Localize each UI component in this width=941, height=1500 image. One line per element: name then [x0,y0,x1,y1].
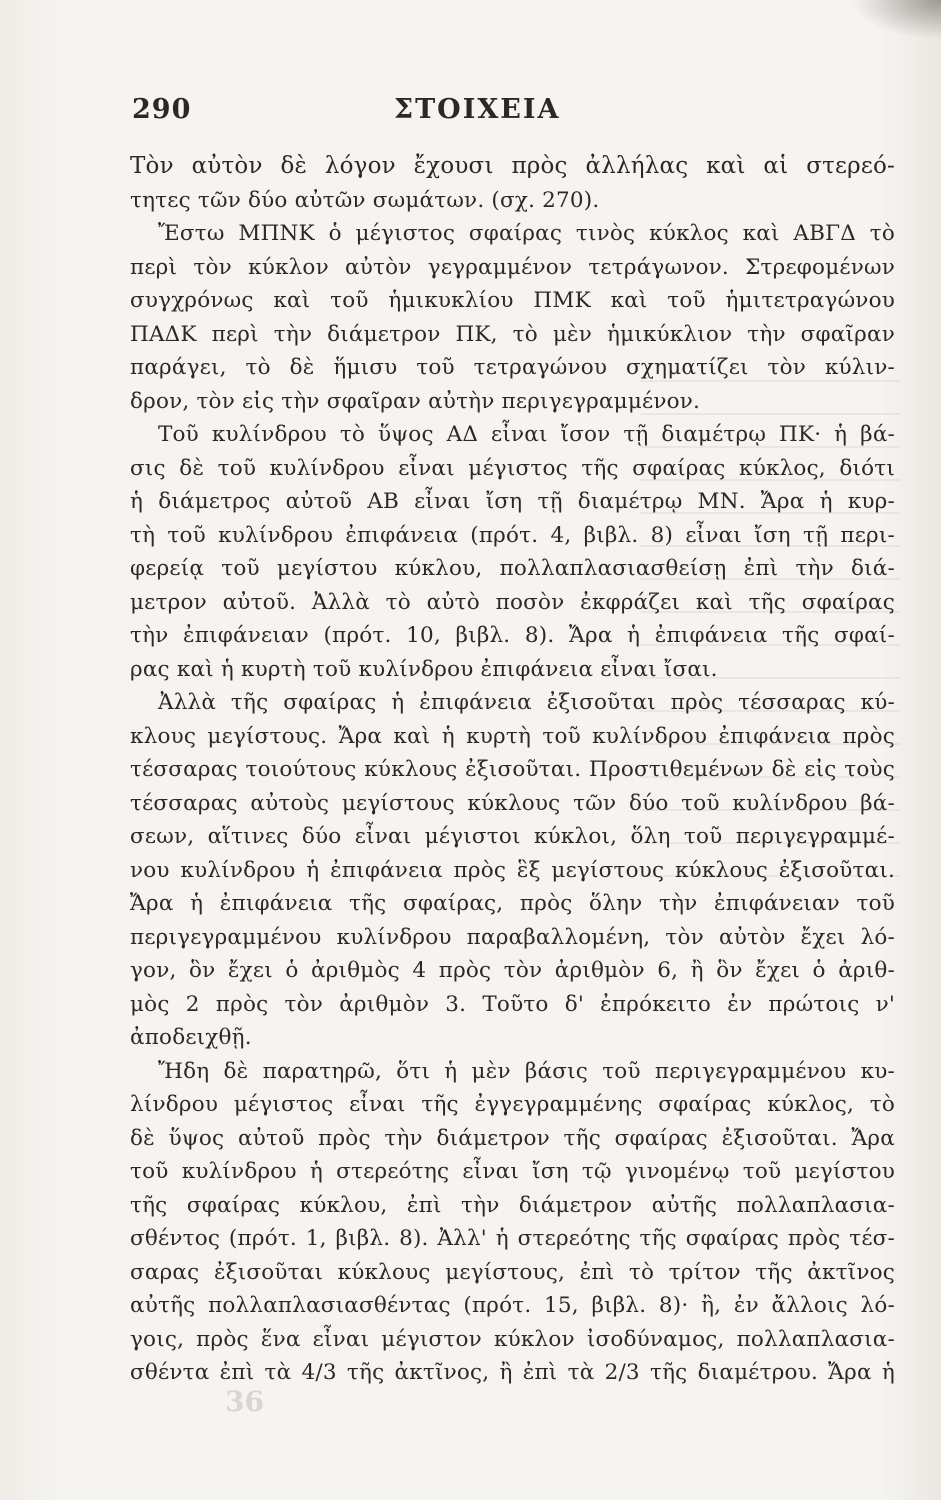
text-line: φερείᾳ τοῦ μεγίστου κύκλου, πολλαπλασιασθείσῃ ἐπὶ τὴν διά- [130,556,895,581]
text-line: Τὸν αὐτὸν δὲ λόγον ἔχουσι πρὸς ἀλλήλας καὶ αἱ στερεό- [130,153,895,179]
text-line: Ἀλλὰ τῆς σφαίρας ἡ ἐπιφάνεια ἐξισοῦται πρὸς τέσσαρας κύ- [158,690,895,715]
text-line: δὲ ὕψος αὐτοῦ πρὸς τὴν διάμετρον τῆς σφαίρας ἐξισοῦται. Ἄρα [130,1125,895,1151]
page-number: 290 [132,94,192,125]
text-line: τητες τῶν δύο αὐτῶν σωμάτων. (σχ. 270). [130,187,600,213]
text-line: τὴ τοῦ κυλίνδρου ἐπιφάνεια (πρότ. 4, βιβλ. 8) εἶναι ἴση τῇ περι- [130,522,895,548]
text-line: λίνδρου μέγιστος εἶναι τῆς ἐγγεγραμμένης σφαίρας κύκλος, τὸ [130,1092,895,1117]
text-line: δρον, τὸν εἰς τὴν σφαῖραν αὐτὴν περιγεγραμμένον. [130,388,701,414]
body-text [130,150,895,1390]
text-line: συγχρόνως καὶ τοῦ ἡμικυκλίου ΠΜΚ καὶ τοῦ ἡμιτετραγώνου [130,288,895,313]
text-line: μετρον αὐτοῦ. Ἀλλὰ τὸ αὐτὸ ποσὸν ἐκφράζει καὶ τῆς σφαίρας [130,589,895,615]
text-line: ἡ διάμετρος αὐτοῦ ΑΒ εἶναι ἴση τῇ διαμέτρῳ ΜΝ. Ἄρα ἡ κυρ- [130,489,895,514]
page-header [132,94,882,130]
text-line: αὐτῆς πολλαπλασιασθέντας (πρότ. 15, βιβλ. 8)· ἢ, ἐν ἄλλοις λό- [130,1293,895,1318]
text-line: ἀποδειχθῇ. [130,1025,252,1050]
text-line: σαρας ἐξισοῦται κύκλους μεγίστους, ἐπὶ τὸ τρίτον τῆς ἀκτῖνος [130,1259,895,1285]
text-line: Τοῦ κυλίνδρου τὸ ὕψος ΑΔ εἶναι ἴσον τῇ διαμέτρῳ ΠΚ· ἡ βά- [158,422,895,447]
text-line: νου κυλίνδρου ἡ ἐπιφάνεια πρὸς ἓξ μεγίστους κύκλους ἐξισοῦται. [130,857,895,883]
bleed-through-page-number: 36 [225,1385,264,1418]
text-line: τοῦ κυλίνδρου ἡ στερεότης εἶναι ἴση τῷ γινομένῳ τοῦ μεγίστου [130,1159,895,1184]
text-line: τὴν ἐπιφάνειαν (πρότ. 10, βιβλ. 8). Ἄρα ἡ ἐπιφάνεια τῆς σφαί- [130,623,895,648]
text-line: γοις, πρὸς ἕνα εἶναι μέγιστον κύκλον ἰσοδύναμος, πολλαπλασια- [130,1326,895,1352]
text-line: σθέντος (πρότ. 1, βιβλ. 8). Ἀλλ' ἡ στερεότης τῆς σφαίρας πρὸς τέσ- [130,1226,895,1251]
text-line: περιγεγραμμένου κυλίνδρου παραβαλλομένη, τὸν αὐτὸν ἔχει λό- [130,924,895,950]
text-line: τέσσαρας αὐτοὺς μεγίστους κύκλους τῶν δύο τοῦ κυλίνδρου βά- [130,790,895,816]
text-line: τέσσαρας τοιούτους κύκλους ἐξισοῦται. Προστιθεμένων δὲ εἰς τοὺς [130,757,895,782]
text-line: ρας καὶ ἡ κυρτὴ τοῦ κυλίνδρου ἐπιφάνεια εἶναι ἴσαι. [130,656,718,682]
running-title: ΣΤΟΙΧΕΙΑ [394,94,561,125]
text-line: σθέντα ἐπὶ τὰ 4/3 τῆς ἀκτῖνος, ἢ ἐπὶ τὰ 2/3 τῆς διαμέτρου. Ἄρα ἡ [130,1360,895,1385]
text-line: σις δὲ τοῦ κυλίνδρου εἶναι μέγιστος τῆς σφαίρας κύκλος, διότι [130,455,895,481]
text-line: γον, ὃν ἔχει ὁ ἀριθμὸς 4 πρὸς τὸν ἀριθμὸν 6, ἢ ὃν ἔχει ὁ ἀριθ- [130,958,895,983]
text-line: παράγει, τὸ δὲ ἥμισυ τοῦ τετραγώνου σχηματίζει τὸν κύλιν- [130,355,895,380]
page-corner-shadow [851,0,941,40]
text-line: τῆς σφαίρας κύκλου, ἐπὶ τὴν διάμετρον αὐτῆς πολλαπλασια- [130,1192,895,1218]
text-line: Ἔστω ΜΠΝΚ ὁ μέγιστος σφαίρας τινὸς κύκλος καὶ ΑΒΓΔ τὸ [158,221,895,246]
text-line: μὸς 2 πρὸς τὸν ἀριθμὸν 3. Τοῦτο δ' ἐπρόκειτο ἐν πρώτοις ν' [130,991,895,1017]
text-line: ΠΑΔΚ περὶ τὴν διάμετρον ΠΚ, τὸ μὲν ἡμικύκλιον τὴν σφαῖραν [130,321,895,347]
text-line: σεων, αἵτινες δύο εἶναι μέγιστοι κύκλοι, ὅλη τοῦ περιγεγραμμέ- [130,824,895,849]
text-line: κλους μεγίστους. Ἄρα καὶ ἡ κυρτὴ τοῦ κυλίνδρου ἐπιφάνεια πρὸς [130,723,895,749]
text-line: Ἤδη δὲ παρατηρῶ, ὅτι ἡ μὲν βάσις τοῦ περιγεγραμμένου κυ- [158,1058,895,1084]
text-line: περὶ τὸν κύκλον αὐτὸν γεγραμμένον τετράγωνον. Στρεφομένων [130,254,895,280]
text-line: Ἄρα ἡ ἐπιφάνεια τῆς σφαίρας, πρὸς ὅλην τὴν ἐπιφάνειαν τοῦ [130,891,895,916]
